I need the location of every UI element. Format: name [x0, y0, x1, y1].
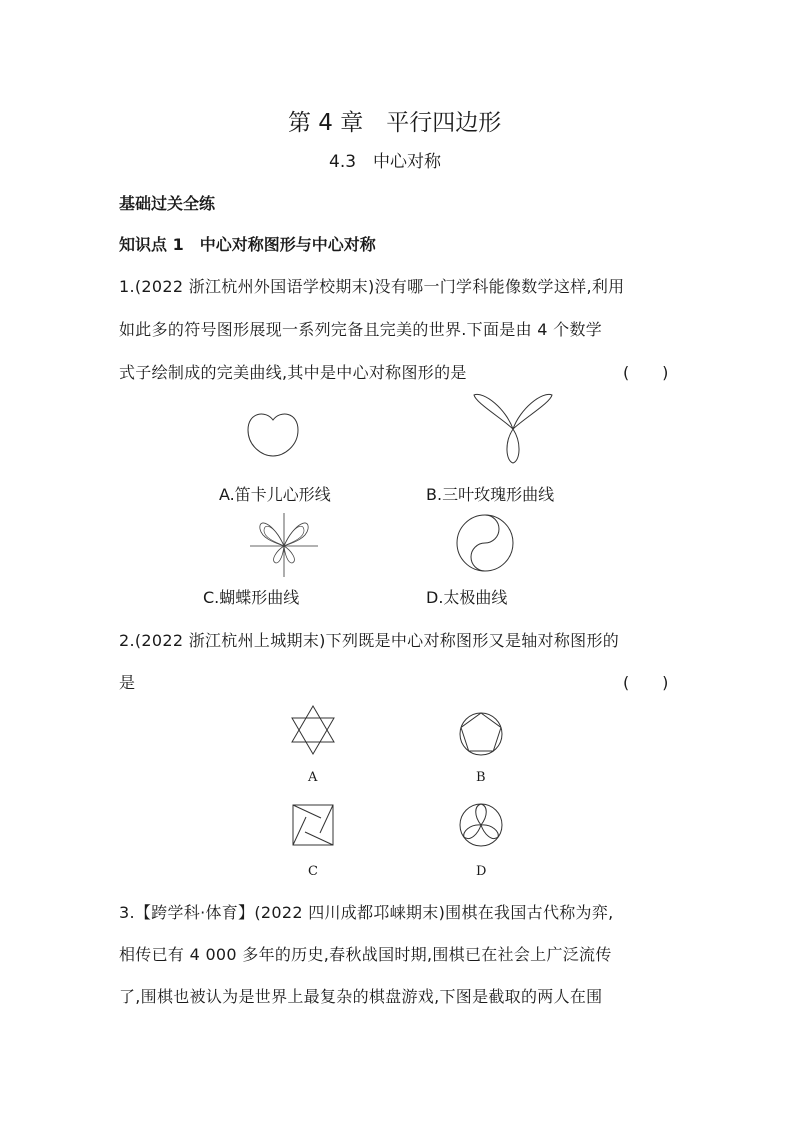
pentagon-in-circle-figure: [458, 711, 504, 757]
hexagram-figure: [290, 704, 336, 756]
cardioid-figure: [238, 408, 308, 460]
q3-line-2: 相传已有 4 000 多年的历史,春秋战国时期,围棋已在社会上广泛流传: [119, 945, 612, 964]
q1-answer-bracket: ( ): [623, 363, 669, 382]
three-leaf-rose-figure: [470, 393, 556, 465]
q2-line-2: 是: [119, 673, 136, 692]
section-title: 4.3 中心对称: [329, 152, 442, 172]
pinwheel-square-figure: [292, 804, 334, 846]
q1-option-a-label: A.笛卡儿心形线: [219, 485, 331, 504]
section-heading: 基础过关全练: [119, 194, 216, 213]
q2-line-1: 2.(2022 浙江杭州上城期末)下列既是中心对称图形又是轴对称图形的: [119, 631, 620, 650]
three-petal-circle-figure: [458, 802, 504, 848]
q2-option-b-label: B: [476, 770, 486, 785]
q3-line-1: 3.【跨学科·体育】(2022 四川成都邛崃期末)围棋在我国古代称为弈,: [119, 903, 614, 922]
q1-option-b-label: B.三叶玫瑰形曲线: [426, 485, 555, 504]
q1-option-d-label: D.太极曲线: [426, 588, 508, 607]
q2-option-a-label: A: [308, 770, 318, 785]
q1-line-3: 式子绘制成的完美曲线,其中是中心对称图形的是: [119, 363, 467, 382]
q1-option-c-label: C.蝴蝶形曲线: [203, 588, 300, 607]
q3-line-3: 了,围棋也被认为是世界上最复杂的棋盘游戏,下图是截取的两人在围: [119, 987, 603, 1006]
q2-answer-bracket: ( ): [623, 673, 669, 692]
taiji-curve-figure: [455, 513, 515, 573]
q2-option-d-label: D: [476, 864, 487, 879]
chapter-title: 第 4 章 平行四边形: [288, 110, 502, 136]
q2-option-c-label: C: [308, 864, 318, 879]
knowledge-point-heading: 知识点 1 中心对称图形与中心对称: [119, 235, 376, 254]
q1-line-2: 如此多的符号图形展现一系列完备且完美的世界.下面是由 4 个数学: [119, 320, 603, 339]
q1-line-1: 1.(2022 浙江杭州外国语学校期末)没有哪一门学科能像数学这样,利用: [119, 277, 625, 296]
butterfly-curve-figure: [250, 513, 318, 577]
